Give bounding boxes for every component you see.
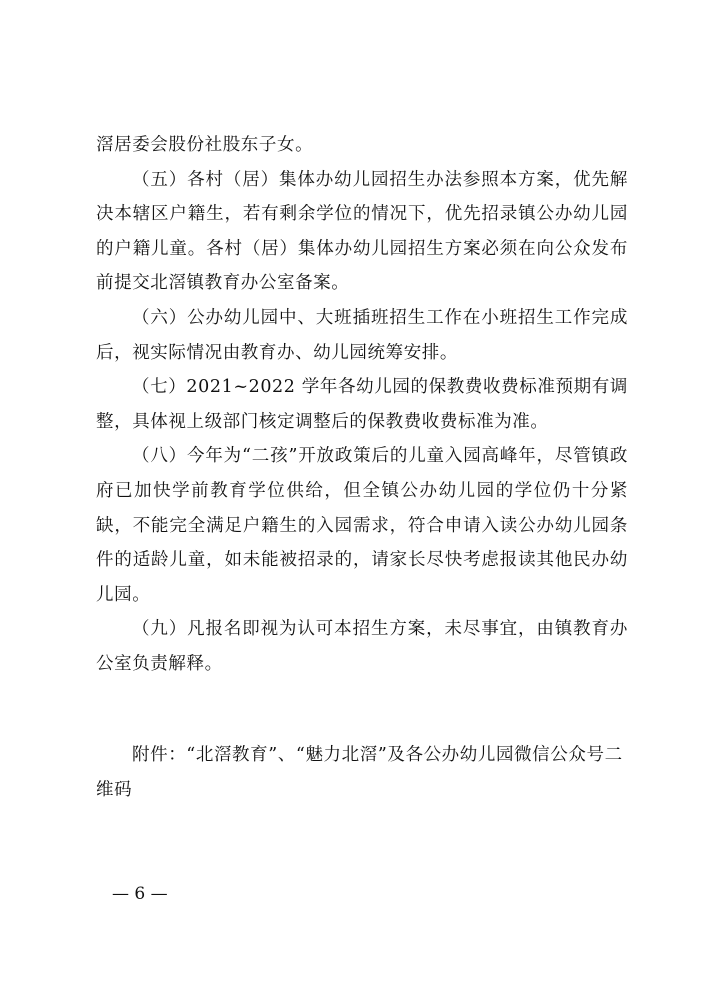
page-number: — 6 — bbox=[112, 884, 168, 904]
paragraph-item-5: （五）各村（居）集体办幼儿园招生办法参照本方案，优先解决本辖区户籍生，若有剩余学位的情况下，优先招录镇公办幼儿园的户籍儿童。各村（居）集体办幼儿园招生方案必须在向公众发布前提交北滘镇教育办公室备案。 bbox=[96, 169, 628, 294]
body-text bbox=[96, 128, 628, 682]
attachment-note: 附件：“北滘教育”、“魅力北滘”及各公办幼儿园微信公众号二维码 bbox=[96, 745, 623, 800]
paragraph-item-8: （八）今年为“二孩”开放政策后的儿童入园高峰年，尽管镇政府已加快学前教育学位供给，但全镇公办幼儿园的学位仍十分紧缺，不能完全满足户籍生的入园需求，符合申请入读公办幼儿园条件的适龄儿童，如未能被招录的，请家长尽快考虑报读其他民办幼儿园。 bbox=[96, 446, 628, 605]
paragraph-item-6: （六）公办幼儿园中、大班插班招生工作在小班招生工作完成后，视实际情况由教育办、幼儿园统筹安排。 bbox=[96, 307, 628, 363]
paragraph-item-9: （九）凡报名即视为认可本招生方案，未尽事宜，由镇教育办公室负责解释。 bbox=[96, 619, 628, 674]
paragraph-continuation: 滘居委会股份社股东子女。 bbox=[96, 135, 314, 155]
paragraph-item-7: （七）2021~2022 学年各幼儿园的保教费收费标准预期有调整，具体视上级部门核定调整后的保教费收费标准为准。 bbox=[96, 377, 628, 432]
